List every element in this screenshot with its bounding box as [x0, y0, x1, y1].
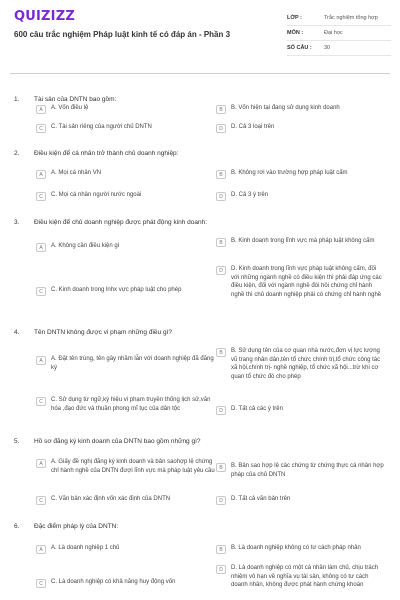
option-text: B. Sử dụng tên của cơ quan nhà nước,đơn vị lực lượng vũ trang nhân dân,tên tổ chức chính trị,tổ chức công tác xã hội,chính trị- nghề nghiệp, tổ chức xã hội...trừ khi cơ quan tổ chức đó cho phép — [231, 348, 381, 380]
option-c[interactable] — [36, 396, 221, 413]
option-a[interactable] — [36, 355, 221, 372]
question-text: Đặc điểm pháp lý của DNTN: — [34, 523, 119, 530]
option-a[interactable] — [36, 104, 221, 114]
option-letter: A — [36, 170, 46, 179]
option-d[interactable] — [216, 405, 386, 415]
option-letter: C — [36, 192, 46, 201]
option-b[interactable] — [216, 104, 386, 114]
question-number: 6. — [14, 523, 20, 530]
option-letter: C — [36, 579, 46, 588]
option-a[interactable] — [36, 169, 221, 179]
meta-row-subject — [287, 26, 391, 41]
option-letter: B — [216, 105, 226, 114]
option-a[interactable] — [36, 242, 221, 252]
option-text: A. Giấy đề nghị đăng ký kinh doanh và bản saohợp lệ chứng chỉ hành nghề của DNTN đượi lĩnh vực mà pháp luật yêu cầu — [51, 459, 215, 474]
option-letter: A — [36, 545, 46, 554]
option-b[interactable] — [216, 237, 386, 247]
option-letter: B — [216, 463, 226, 472]
question-text: Điều kiện để chủ doanh nghiệp được phát động kinh doanh: — [34, 219, 208, 226]
option-letter: B — [216, 238, 226, 247]
option-b[interactable] — [216, 347, 386, 381]
option-letter: A — [36, 243, 46, 252]
meta-table — [287, 11, 391, 56]
question-number: 5. — [14, 438, 20, 445]
question-number: 3. — [14, 219, 20, 226]
option-c[interactable] — [36, 123, 221, 133]
option-b[interactable] — [216, 544, 386, 554]
meta-value: Đại học — [324, 30, 343, 36]
option-letter: B — [216, 545, 226, 554]
option-text: D. Tất cả các ý trên — [231, 406, 283, 412]
meta-key: SỐ CÂU : — [287, 45, 312, 51]
meta-key: LỚP : — [287, 15, 302, 21]
option-letter: A — [36, 356, 46, 365]
meta-row-class — [287, 11, 391, 26]
option-text: C. Sử dụng từ ngữ,ký hiệu vi phạm truyền thống lịch sử,văn hóa ,đạo đức và thuần phong mĩ tục của dân tộc — [51, 397, 211, 412]
option-text: A. Là doanh nghiệp 1 chủ — [51, 545, 120, 551]
option-letter: D — [216, 565, 226, 574]
option-letter: A — [36, 459, 46, 468]
page-title: 600 câu trắc nghiệm Pháp luật kinh tế có đáp án - Phần 3 — [14, 30, 231, 39]
option-c[interactable] — [36, 495, 221, 505]
option-text: B. Kinh doanh trong lĩnh vực mà pháp luật không cấm — [231, 238, 375, 244]
option-a[interactable] — [36, 544, 221, 554]
question-text: Tài sản của DNTN bao gồm: — [34, 96, 117, 103]
option-a[interactable] — [36, 458, 221, 475]
question-text: Điều kiện để cá nhân trở thành chủ doanh nghiệp: — [34, 150, 179, 157]
option-letter: C — [36, 124, 46, 133]
option-b[interactable] — [216, 462, 386, 479]
option-text: C. Kinh doanh trong lnhx vực pháp luật cho phép — [51, 287, 182, 293]
option-letter: D — [216, 496, 226, 505]
option-c[interactable] — [36, 191, 221, 201]
option-letter: C — [36, 496, 46, 505]
meta-value: 30 — [324, 45, 331, 51]
option-text: A. Đặt tên trùng, tên gây nhầm lẫn với doanh nghiệp đã đăng ký — [51, 356, 214, 371]
option-b[interactable] — [216, 169, 386, 179]
option-text: D. Tất cả văn bản trên — [231, 496, 291, 502]
option-d[interactable] — [216, 495, 386, 505]
option-letter: D — [216, 124, 226, 133]
option-letter: D — [216, 192, 226, 201]
option-text: D. Cả 3 ý trên — [231, 192, 269, 198]
option-text: B. Bản sao hợp lệ các chứng từ chứng thực cá nhân hợp pháp của chủ DNTN — [231, 463, 384, 478]
option-letter: D — [216, 406, 226, 415]
option-d[interactable] — [216, 564, 386, 590]
option-text: C. Mọi cá nhân người nước ngoài — [51, 192, 142, 198]
meta-value: Trắc nghiệm tổng hợp — [324, 15, 378, 21]
quizizz-logo: QUIZIZZ — [14, 9, 75, 24]
option-text: C. Tài sản riêng của người chủ DNTN — [51, 124, 152, 130]
option-c[interactable] — [36, 286, 221, 296]
option-d[interactable] — [216, 265, 386, 299]
option-text: C. Là doanh nghiệp có khả năng huy động vốn — [51, 579, 176, 585]
meta-row-count — [287, 41, 391, 56]
option-text: A. Không cần điều kiện gì — [51, 243, 120, 249]
meta-key: MÔN : — [287, 30, 304, 36]
option-text: A. Mọi cá nhân VN — [51, 170, 102, 176]
option-text: A. Vốn điều lệ — [51, 105, 89, 111]
option-text: B. Là doanh nghiệp không có tư cách pháp nhân — [231, 545, 361, 551]
option-letter: C — [36, 397, 46, 406]
option-text: D. Cả 3 loại trên — [231, 124, 275, 130]
option-text: D. Kinh doanh trong lĩnh vực pháp luật không cấm, đối với những ngành nghề có điều kiện thì phải đáp ứng các điều kiện, đối với ngành nghề đòi hỏi chứng chỉ hành nghề thì chủ doanh nghiệp phải có chứng chỉ hành nghề — [231, 266, 382, 298]
question-number: 1. — [14, 96, 20, 103]
option-text: C. Văn bản xác định vốn xác định của DNTN — [51, 496, 171, 502]
option-c[interactable] — [36, 578, 221, 588]
worksheet-header — [0, 0, 400, 70]
option-text: B. Vốn hiện tại đang sử dụng kinh doanh — [231, 105, 340, 111]
question-number: 2. — [14, 150, 20, 157]
option-letter: A — [36, 105, 46, 114]
question-number: 4. — [14, 329, 20, 336]
option-letter: B — [216, 348, 226, 357]
header-divider — [10, 73, 390, 74]
option-text: B. Không rơi vào trường hợp pháp luật cấm — [231, 170, 348, 176]
option-d[interactable] — [216, 191, 386, 201]
option-text: D. Là doanh nghiệp có một cá nhân làm chủ, chịu trách nhiệm vô hạn về nghĩa vụ tài sản, không có tư cách doanh nhân, không được phát hành chứng khoán — [231, 565, 379, 588]
option-d[interactable] — [216, 123, 386, 133]
question-text: Tên DNTN không được vi phạm những điều gì? — [34, 329, 172, 336]
option-letter: B — [216, 170, 226, 179]
option-letter: C — [36, 287, 46, 296]
question-text: Hồ sơ đăng ký kinh doanh của DNTN bao gồm những gì? — [34, 438, 201, 445]
option-letter: D — [216, 266, 226, 275]
